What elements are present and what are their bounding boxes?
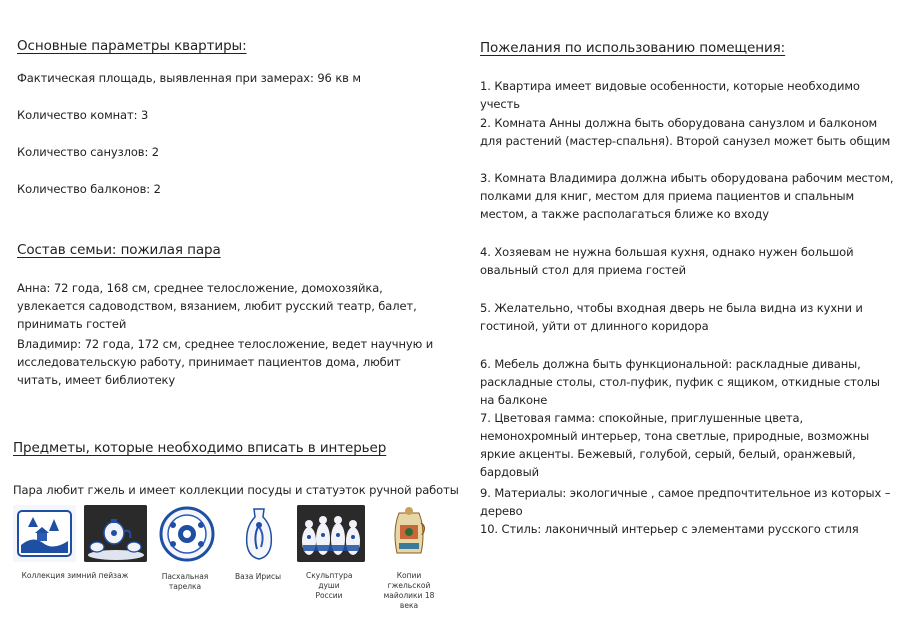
param-bathrooms: Количество санузлов: 2 <box>17 145 160 159</box>
wish-1: 1. Квартира имеет видовые особенности, которые необходимо учесть <box>480 79 860 111</box>
caption-winter-landscape: Коллекция зимний пейзаж <box>21 571 129 580</box>
wish-10: 10. Стиль: лаконичный интерьер с элементами русского стиля <box>480 522 859 536</box>
caption-iris-vase: Ваза Ирисы <box>235 572 281 581</box>
items-heading: Предметы, которые необходимо вписать в интерьер <box>13 440 387 456</box>
easter-plate-image <box>155 505 220 562</box>
tea-set-image <box>84 505 147 562</box>
param-rooms: Количество комнат: 3 <box>17 108 149 122</box>
winter-landscape-collection-image <box>13 505 76 562</box>
wish-3: 3. Комната Владимира должна ибыть оборудована рабочим местом, полками для книг, местом для приема пациентов и спальным местом, а также располагаться ближе ко входу <box>480 171 894 221</box>
family-anna: Анна: 72 года, 168 см, среднее телосложение, домохозяйка, увлекается садоводством, вязанием, любит русский театр, балет, принимать гостей <box>17 281 417 331</box>
wish-4: 4. Хозяевам не нужна большая кухня, однако нужен большой овальный стол для приема гостей <box>480 245 854 277</box>
caption-majolica: Копии гжельской майолики 18 века <box>383 571 435 610</box>
param-area: Фактическая площадь, выявленная при замерах: 96 кв м <box>17 71 361 85</box>
wish-2: 2. Комната Анны должна быть оборудована санузлом и балконом для растений (мастер-спальня). Второй санузел может быть общим <box>480 116 891 148</box>
params-heading: Основные параметры квартиры: <box>17 38 247 54</box>
caption-easter-plate: Пасхальная тарелка <box>161 572 209 591</box>
items-intro: Пара любит гжель и имеет коллекции посуды и статуэток ручной работы <box>13 483 459 497</box>
wish-9: 9. Материалы: экологичные , самое предпочтительное из которых – дерево <box>480 486 891 518</box>
sculpture-image <box>297 505 365 562</box>
caption-sculpture: Скульптура души России <box>306 571 353 600</box>
param-balconies: Количество балконов: 2 <box>17 182 161 196</box>
wish-6: 6. Мебель должна быть функциональной: раскладные диваны, раскладные столы, стол-пуфик, пуфик с ящиком, откидные столы на балконе <box>480 357 880 407</box>
family-vladimir: Владимир: 72 года, 172 см, среднее телосложение, ведет научную и исследовательскую работу, принимает пациентов дома, любит читать, имеет библиотеку <box>17 337 434 387</box>
iris-vase-image <box>227 505 290 562</box>
wish-5: 5. Желательно, чтобы входная дверь не была видна из кухни и гостиной, уйти от длинного коридора <box>480 301 863 333</box>
wish-7: 7. Цветовая гамма: спокойные, приглушенные цвета, немонохромный интерьер, тона светлые, природные, возможны яркие акценты. Бежевый, голубой, серый, белый, оранжевый, бардовый <box>480 411 870 479</box>
wishes-heading: Пожелания по использованию помещения: <box>480 40 786 56</box>
family-heading: Состав семьи: пожилая пара <box>17 242 221 258</box>
majolica-copy-image <box>389 505 429 562</box>
